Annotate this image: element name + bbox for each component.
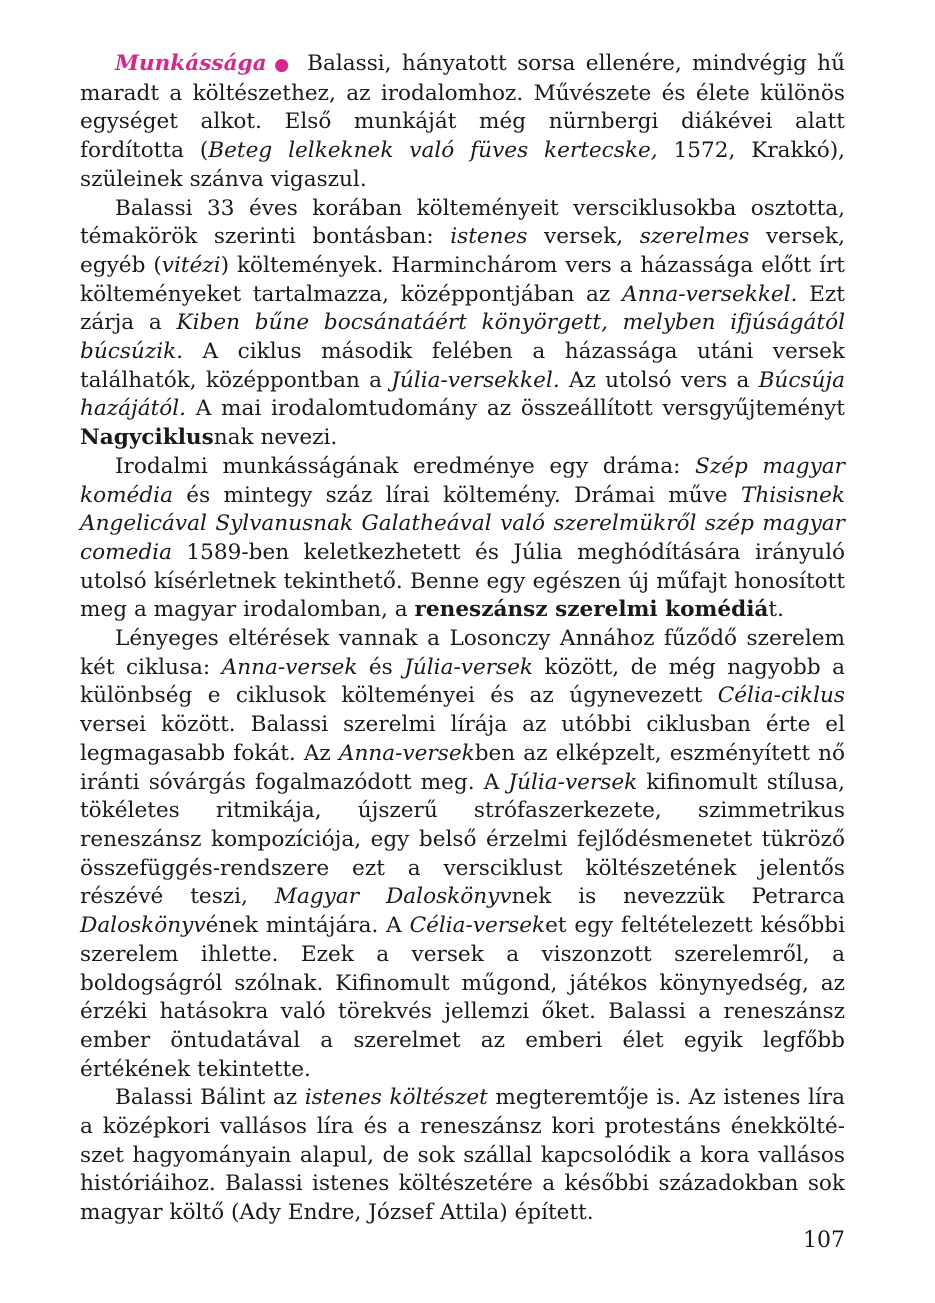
body-text: ) költemények. Harminchárom vers a házassága előtt írt költeményeket tartalmazza, középpontjában az xyxy=(80,252,845,307)
italic-text: Célia-versek xyxy=(409,913,546,939)
bold-text: Nagyciklus xyxy=(80,425,214,451)
body-text: nek is nevezzük Petrarca xyxy=(511,884,846,910)
italic-text: Búcsúja hazájától. xyxy=(80,367,845,422)
italic-text: Daloskönyv xyxy=(80,913,206,939)
paragraph xyxy=(80,195,845,453)
bullet-icon: ● xyxy=(270,55,293,75)
body-text: versei között. Balassi szerelmi lírája az utóbbi ciklusban érte el legmagasabb fokát. Az xyxy=(80,712,845,766)
body-text: versek, xyxy=(527,224,640,250)
italic-text: Anna-versek xyxy=(338,740,475,766)
italic-text: vitézi xyxy=(161,252,221,278)
body-text: között, de még nagyobb a különbség e ciklusok költeményei és az úgynevezett xyxy=(80,654,845,709)
italic-text: Anna-versekkel. xyxy=(622,281,798,307)
paragraph xyxy=(80,625,845,1084)
italic-text: Szép magyar komédia xyxy=(80,453,845,508)
body-text: Az utolsó vers a xyxy=(559,367,759,393)
paragraph xyxy=(80,453,845,625)
paragraph xyxy=(80,50,845,195)
italic-text: Júlia-versekkel. xyxy=(391,367,560,393)
body-text: Lényeges eltérések vannak a Losonczy Annához fűződő szerelem két ciklusa: xyxy=(80,626,845,680)
italic-text: szerelmes xyxy=(639,224,750,250)
page-body xyxy=(80,50,845,1228)
body-text: versek, egyéb ( xyxy=(80,224,845,278)
body-text: ének mintájára. A xyxy=(205,913,410,939)
section-heading: Munkássága xyxy=(115,51,267,76)
body-text: kifinomult stílusa, tökéletes ritmikája, újszerű strófaszerkezete, szimmetrikus reneszánsz kompozíciója, egy belső érzelmi fejlődésmenetet tükröző összefüggés-rendszere ezt a versciklust költészetének jelentős részévé teszi, xyxy=(80,769,845,910)
body-text: Ezt zárja a xyxy=(80,281,845,336)
italic-text: Magyar Daloskönyv xyxy=(274,884,512,910)
body-text: 1572, Krakkó), szüleinek szánva vigaszul. xyxy=(80,138,845,192)
italic-text: Júlia-versek xyxy=(404,654,533,680)
body-text: 1589-ben keletkezhetett és Júlia meghódítására irányuló utolsó kísérletnek tekinthető. Benne egy egészen új műfajt honosított meg a magyar irodalomban, a xyxy=(80,539,845,623)
body-text: et egy feltételezett későbbi szerelem ihlette. Ezek a versek a viszonzott szerelemről, a boldogságról szólnak. Kifinomult műgond, játékos könynyedség, az érzéki hatásokra való törekvés jellemzi őket. Balassi a reneszánsz ember öntudatával a szerelmet az emberi élet egyik legfőbb értékének tekintette. xyxy=(80,913,845,1082)
body-text: Balassi Bálint az xyxy=(115,1085,305,1111)
italic-text: Beteg lelkeknek való füves kertecske, xyxy=(208,138,658,164)
page-number: 107 xyxy=(803,1228,845,1253)
italic-text: Célia-ciklus xyxy=(717,683,845,709)
body-text: A ciklus második felében a házassága utáni versek találhatók, középpontban a xyxy=(80,339,845,393)
body-text: nak nevezi. xyxy=(213,425,338,451)
body-text: Balassi, hányatott sorsa ellenére, mindvégig hű maradt a költészethez, az irodalomhoz. Művészete és élete különös egységet alkot. Első munkáját még nürnbergi diákévei alatt fordította ( xyxy=(80,51,845,164)
italic-text: istenes költészet xyxy=(304,1085,488,1111)
italic-text: Júlia-versek xyxy=(508,769,638,795)
body-text: megteremtője is. Az istenes líra a középkori vallásos líra és a reneszánsz kori protestáns énekköltészet hagyományain alapul, de sok szállal kapcsolódik a kora vallásos históriáihoz. Balassi istenes költészetére a későbbi századokban sok magyar költő (Ady Endre, József Attila) épített. xyxy=(80,1085,845,1226)
italic-text: istenes xyxy=(450,224,528,250)
paragraph xyxy=(80,1084,845,1228)
body-text: t. xyxy=(768,597,784,623)
body-text: ben az elképzelt, eszményített nő iránti sóvárgás fogalmazódott meg. A xyxy=(80,740,845,795)
body-text: Balassi 33 éves korában költeményeit versciklusokba osztotta, témakörök szerinti bontásban: xyxy=(80,195,845,250)
italic-text: Thisisnek Angelicával Sylvanusnak Galatheával való szerelmükről szép magyar comedia xyxy=(80,482,845,565)
body-text: és xyxy=(357,654,405,680)
body-text: Irodalmi munkásságának eredménye egy dráma: xyxy=(115,453,696,479)
body-text: és mintegy száz lírai költemény. Drámai műve xyxy=(172,482,741,508)
italic-text: Kiben bűne bocsánatáért könyörgett, melyben ifjúságától búcsúzik. xyxy=(80,310,845,365)
italic-text: Anna-versek xyxy=(221,654,358,680)
body-text: A mai irodalomtudomány az összeállított versgyűjteményt xyxy=(186,396,845,422)
bold-text: reneszánsz szerelmi komédiá xyxy=(414,597,769,623)
